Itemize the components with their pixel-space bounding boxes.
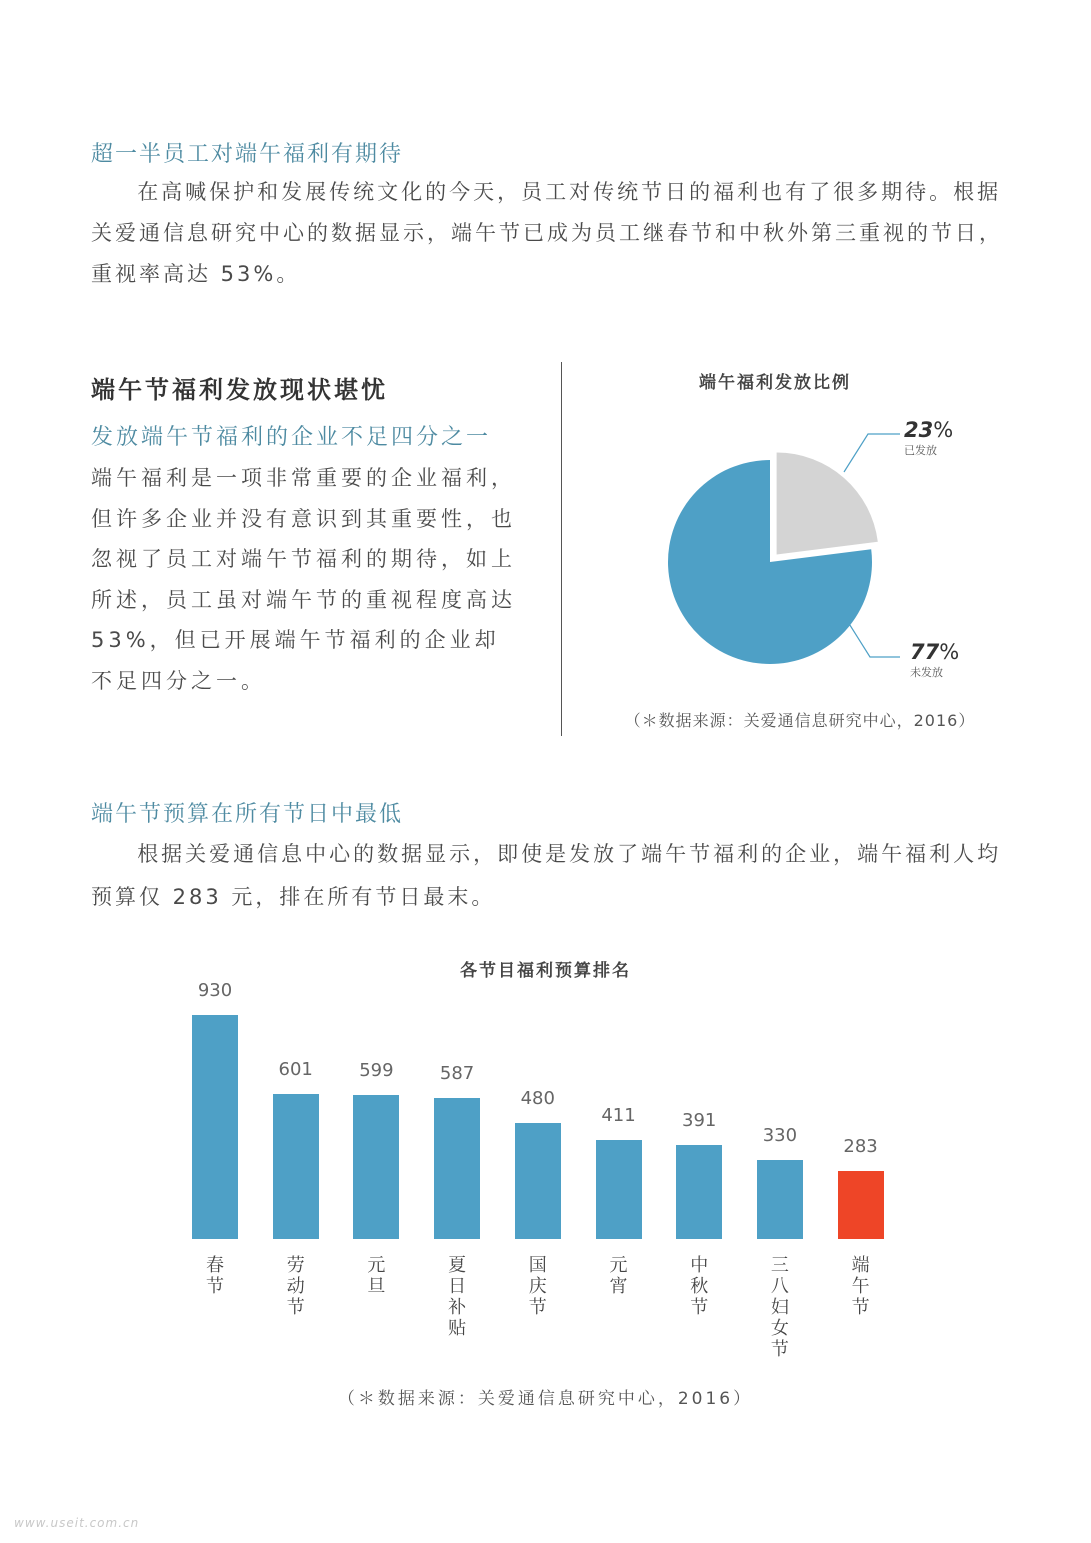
- bar-category-label: 三 八 妇 女 节: [770, 1255, 789, 1360]
- bar-三八妇女节: [757, 1160, 803, 1239]
- bar-chart-title: 各节目福利预算排名: [460, 961, 631, 981]
- bar-国庆节: [515, 1123, 561, 1239]
- section1-title: 超一半员工对端午福利有期待: [91, 142, 404, 167]
- bar-category-label: 劳 动 节: [286, 1255, 305, 1318]
- unissued-label: 未发放: [910, 666, 943, 679]
- bar-端午节: [838, 1171, 884, 1239]
- bar-category-label: 国 庆 节: [528, 1255, 547, 1318]
- bar-category-label: 端 午 节: [851, 1255, 870, 1318]
- bar-元宵: [596, 1140, 642, 1239]
- section2-subtitle: 发放端午节福利的企业不足四分之一: [91, 425, 492, 450]
- bar-value-label: 599: [359, 1059, 394, 1081]
- bar-劳动节: [273, 1094, 319, 1239]
- bar-元旦: [353, 1095, 399, 1239]
- bar-value-label: 930: [197, 980, 233, 1001]
- section3-title: 端午节预算在所有节日中最低: [91, 802, 404, 827]
- bar-value-label: 587: [439, 1062, 475, 1084]
- bar-chart-source: （＊数据来源：关爱通信息研究中心，2016）: [337, 1389, 754, 1409]
- unissued-leader-line: [848, 622, 900, 657]
- unissued-percent: 77%: [910, 640, 960, 664]
- unissued-label-group: [910, 640, 959, 680]
- bar-value-label: 411: [601, 1105, 636, 1126]
- issued-leader-line: [844, 434, 900, 472]
- pie-slice-issued: [777, 452, 878, 554]
- section2-paragraph: 端午福利是一项非常重要的企业福利，但许多企业并没有意识到其重要性，也忽视了员工对端午节福利的期待，如上所述，员工虽对端午节的重视程度高达 53%，但已开展端午节福利的企业却不足四分之一。: [91, 466, 516, 693]
- pie-chart-source: （＊数据来源：关爱通信息研究中心，2016）: [624, 711, 976, 730]
- section3-paragraph: 根据关爱通信息中心的数据显示，即使是发放了端午节福利的企业，端午福利人均预算仅 283 元，排在所有节日最末。: [91, 842, 1002, 909]
- section1-paragraph: 在高喊保护和发展传统文化的今天，员工对传统节日的福利也有了很多期待。根据关爱通信息研究中心的数据显示，端午节已成为员工继春节和中秋外第三重视的节日，重视率高达 53%。: [91, 180, 1003, 286]
- issued-percent: 23%: [904, 418, 954, 442]
- bar-夏日补贴: [434, 1098, 480, 1239]
- bar-value-label: 330: [762, 1124, 798, 1146]
- bar-value-label: 283: [843, 1135, 878, 1157]
- bar-category-label: 中 秋 节: [690, 1255, 709, 1318]
- pie-chart-title: 端午福利发放比例: [699, 373, 851, 393]
- watermark: www.useit.com.cn: [14, 1516, 140, 1530]
- bar-category-label: 春 节: [206, 1255, 224, 1297]
- bar-category-label: 夏 日 补 贴: [448, 1255, 467, 1339]
- bar-value-label: 480: [520, 1088, 555, 1110]
- bar-category-label: 元 旦: [367, 1255, 386, 1297]
- issued-label: 已发放: [904, 444, 937, 457]
- section2-title: 端午节福利发放现状堪忧: [91, 376, 388, 404]
- vertical-divider: [561, 362, 562, 736]
- bar-value-label: 391: [682, 1109, 717, 1131]
- bar-春节: [192, 1015, 238, 1239]
- issued-label-group: [904, 418, 953, 458]
- bar-中秋节: [676, 1145, 722, 1239]
- bar-category-label: 元 宵: [609, 1255, 628, 1297]
- bar-value-label: 601: [278, 1059, 313, 1081]
